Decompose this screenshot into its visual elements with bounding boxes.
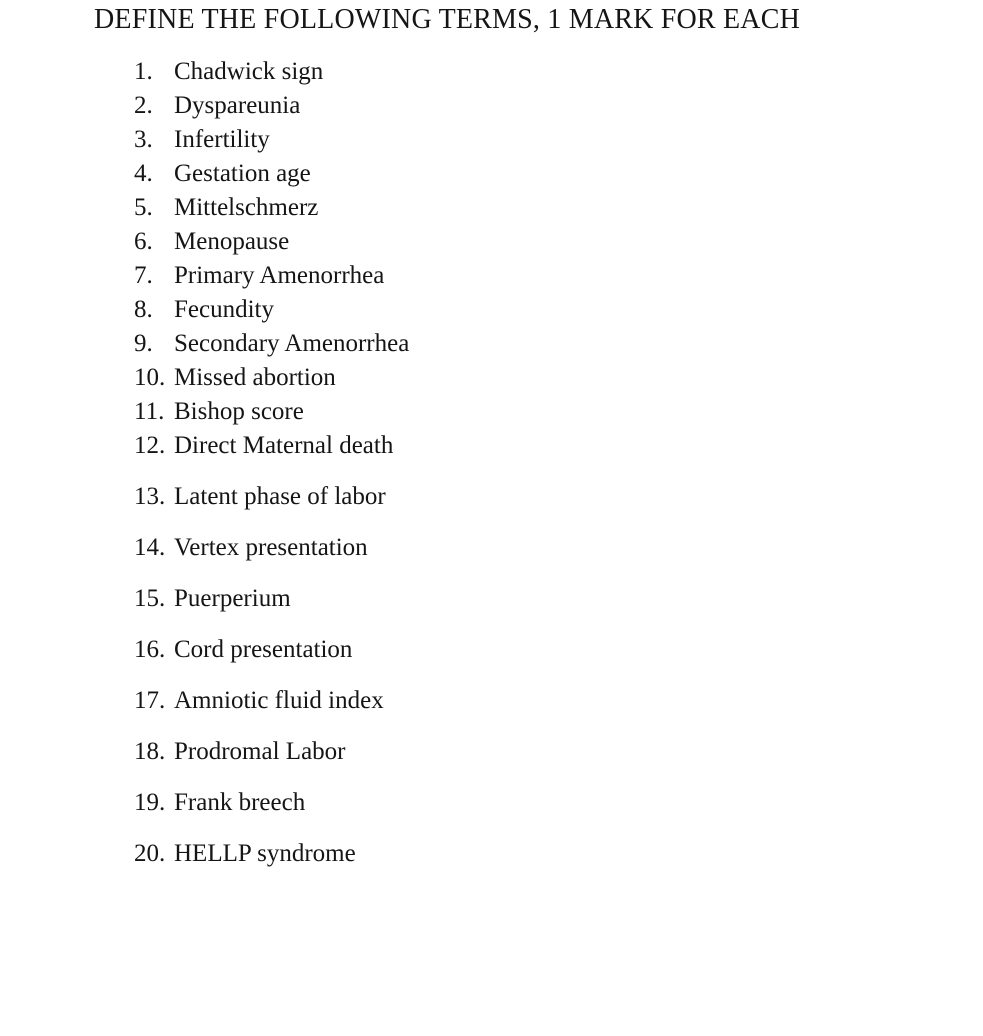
- list-item: [134, 480, 409, 514]
- term-number: 19.: [134, 789, 166, 816]
- term-label: HELLP syndrome: [174, 840, 356, 867]
- list-item: [134, 157, 409, 191]
- term-label: Secondary Amenorrhea: [174, 330, 410, 357]
- list-item: [134, 327, 409, 361]
- term-number: 18.: [134, 738, 166, 765]
- list-item: [134, 837, 409, 871]
- term-label: Gestation age: [174, 160, 311, 187]
- term-number: 15.: [134, 585, 166, 612]
- list-item: [134, 123, 409, 157]
- term-number: 20.: [134, 840, 166, 867]
- term-label: Dyspareunia: [174, 92, 301, 119]
- term-label: Missed abortion: [174, 364, 336, 391]
- term-number: 17.: [134, 687, 166, 714]
- term-number: 1.: [134, 58, 153, 85]
- term-label: Puerperium: [174, 585, 291, 612]
- term-number: 3.: [134, 126, 153, 153]
- list-item: [134, 259, 409, 293]
- list-item: [134, 395, 409, 429]
- term-number: 8.: [134, 296, 153, 323]
- list-item: [134, 55, 409, 89]
- list-item: [134, 89, 409, 123]
- term-label: Infertility: [174, 126, 270, 153]
- term-number: 7.: [134, 262, 153, 289]
- term-label: Fecundity: [174, 296, 274, 323]
- term-number: 10.: [134, 364, 166, 391]
- list-item: [134, 684, 409, 718]
- term-label: Vertex presentation: [174, 534, 368, 561]
- term-label: Frank breech: [174, 789, 306, 816]
- term-number: 12.: [134, 432, 166, 459]
- term-number: 4.: [134, 160, 153, 187]
- term-number: 13.: [134, 483, 166, 510]
- term-label: Primary Amenorrhea: [174, 262, 385, 289]
- term-label: Amniotic fluid index: [174, 687, 384, 714]
- term-number: 5.: [134, 194, 153, 221]
- term-number: 11.: [134, 398, 165, 425]
- list-item: [134, 191, 409, 225]
- term-label: Bishop score: [174, 398, 304, 425]
- term-number: 2.: [134, 92, 153, 119]
- term-label: Cord presentation: [174, 636, 353, 663]
- list-item: [134, 293, 409, 327]
- list-item: [134, 429, 409, 463]
- term-label: Direct Maternal death: [174, 432, 394, 459]
- term-label: Chadwick sign: [174, 58, 324, 85]
- term-number: 9.: [134, 330, 153, 357]
- term-number: 16.: [134, 636, 166, 663]
- list-item: [134, 225, 409, 259]
- list-item: [134, 633, 409, 667]
- list-item: [134, 582, 409, 616]
- term-label: Prodromal Labor: [174, 738, 346, 765]
- list-item: [134, 531, 409, 565]
- term-number: 6.: [134, 228, 153, 255]
- term-number: 14.: [134, 534, 166, 561]
- term-label: Menopause: [174, 228, 290, 255]
- term-label: Latent phase of labor: [174, 483, 386, 510]
- list-item: [134, 735, 409, 769]
- term-label: Mittelschmerz: [174, 194, 319, 221]
- list-item: [134, 786, 409, 820]
- terms-list: [134, 55, 409, 871]
- page-title: DEFINE THE FOLLOWING TERMS, 1 MARK FOR EACH: [94, 4, 801, 35]
- list-item: [134, 361, 409, 395]
